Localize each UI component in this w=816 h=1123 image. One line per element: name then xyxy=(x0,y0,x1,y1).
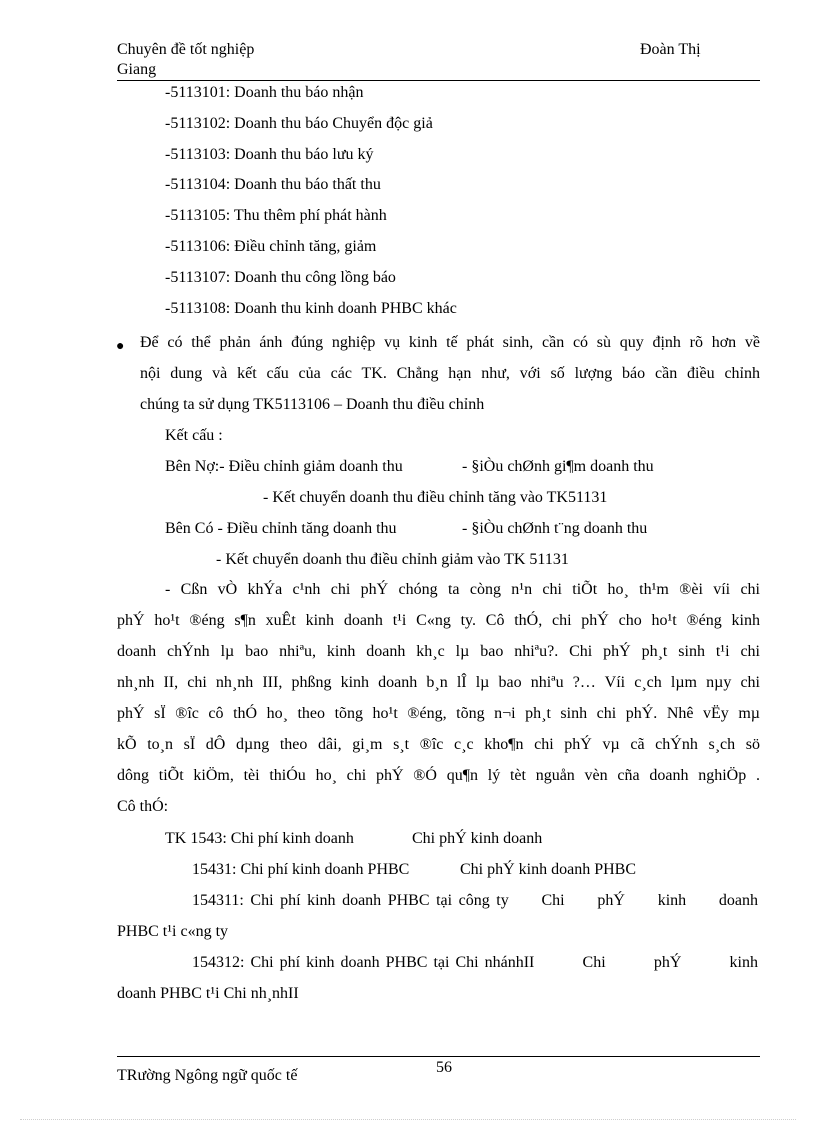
footer-school: TRường Ngông ngữ quốc tế xyxy=(117,1067,298,1084)
garbled-paragraph-line: phÝ ho¹t ®éng s¶n xuÊt kinh doanh t¹i C«ng ty. Cô thÓ, chi phÝ cho ho¹t ®éng kinh xyxy=(117,612,760,629)
page-bottom-edge xyxy=(20,1119,796,1120)
tk15431-label: 15431: Chi phí kinh doanh PHBC xyxy=(192,861,410,878)
bullet-paragraph-line: nội dung và kết cấu của các TK. Chẳng hạn như, với số lượng báo cần điều chỉnh xyxy=(140,365,760,382)
ben-no-line: Bên Nợ:- Điều chỉnh giảm doanh thu xyxy=(165,458,403,475)
ben-no-garbled: - §iÒu chØnh gi¶m doanh thu xyxy=(462,458,654,475)
header-rule xyxy=(117,80,760,81)
ben-no-line-2: - Kết chuyển doanh thu điều chỉnh tăng vào TK51131 xyxy=(263,489,608,506)
bullet-paragraph-line: Để có thể phản ánh đúng nghiệp vụ kinh tế phát sinh, cần có sù quy định rõ hơn về xyxy=(140,334,760,351)
garbled-paragraph-line: Cô thÓ: xyxy=(117,798,169,815)
garbled-paragraph-line: kÕ to¸n sÏ dÔ dµng theo dâi, gi¸m s¸t ®îc c¸c kho¶n chi phÝ vµ cã chÝnh s¸ch sö xyxy=(117,736,760,753)
account-line: -5113106: Điều chỉnh tăng, giảm xyxy=(165,238,377,255)
ben-co-line-2: - Kết chuyển doanh thu điều chỉnh giảm vào TK 51131 xyxy=(216,551,569,568)
account-line: -5113101: Doanh thu báo nhận xyxy=(165,84,364,101)
tk1543-garbled: Chi phÝ kinh doanh xyxy=(412,830,543,847)
page-number: 56 xyxy=(436,1059,452,1076)
tk154311-continuation: PHBC t¹i c«ng ty xyxy=(117,923,229,940)
ket-cau-heading: Kết cấu : xyxy=(165,427,223,444)
garbled-paragraph-line: nh¸nh II, chi nh¸nh III, phßng kinh doanh b¸n lÎ lµ bao nhiªu ?… Víi c¸ch lµm nµy chi xyxy=(117,674,760,691)
footer-rule xyxy=(117,1056,760,1057)
header-left-title: Chuyên đề tốt nghiệp xyxy=(117,41,255,58)
garbled-paragraph-line: dông tiÕt kiÖm, tèi thiÓu ho¸ chi phÝ ®Ó qu¶n lý tèt nguån vèn cña doanh nghiÖp . xyxy=(117,767,760,784)
account-line: -5113108: Doanh thu kinh doanh PHBC khác xyxy=(165,300,457,317)
tk15431-garbled: Chi phÝ kinh doanh PHBC xyxy=(460,861,637,878)
ben-co-line: Bên Có - Điều chỉnh tăng doanh thu xyxy=(165,520,397,537)
ben-co-garbled: - §iÒu chØnh t¨ng doanh thu xyxy=(462,520,648,537)
account-line: -5113105: Thu thêm phí phát hành xyxy=(165,207,387,224)
garbled-paragraph-line: - Cßn vÒ khÝa c¹nh chi phÝ chóng ta còng n¹n chi tiÕt ho¸ th¹m ®èi víi chi xyxy=(165,581,760,598)
garbled-paragraph-line: phÝ sÏ ®îc cô thÓ ho¸ theo tõng ho¹t ®éng, tõng n¬i ph¸t sinh chi phÝ. Nhê vËy mµ xyxy=(117,705,760,722)
account-line: -5113104: Doanh thu báo thất thu xyxy=(165,176,381,193)
bullet-dot-icon: ● xyxy=(116,339,125,354)
tk154312-line: 154312: Chi phí kinh doanh PHBC tại Chi nhánhII Chi phÝ kinh xyxy=(192,954,758,971)
header-right-author: Đoàn Thị xyxy=(640,41,701,58)
account-line: -5113107: Doanh thu công lồng báo xyxy=(165,269,396,286)
tk154312-continuation: doanh PHBC t¹i Chi nh¸nhII xyxy=(117,985,299,1002)
bullet-paragraph-line: chúng ta sử dụng TK5113106 – Doanh thu điều chỉnh xyxy=(140,396,485,413)
tk154311-line: 154311: Chi phí kinh doanh PHBC tại công ty Chi phÝ kinh doanh xyxy=(192,892,758,909)
garbled-paragraph-line: doanh chÝnh lµ bao nhiªu, kinh doanh kh¸c lµ bao nhiªu?. Chi phÝ ph¸t sinh t¹i chi xyxy=(117,643,760,660)
account-line: -5113103: Doanh thu báo lưu ký xyxy=(165,146,374,163)
tk1543-label: TK 1543: Chi phí kinh doanh xyxy=(165,830,354,847)
account-line: -5113102: Doanh thu báo Chuyển độc giả xyxy=(165,115,433,132)
header-left-continuation: Giang xyxy=(117,61,157,78)
